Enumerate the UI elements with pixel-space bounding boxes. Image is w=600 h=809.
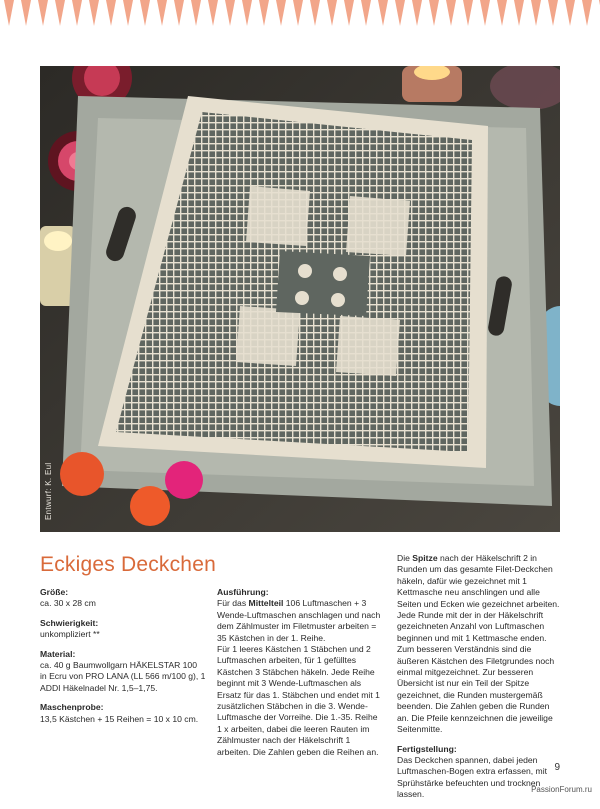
pennant bbox=[378, 0, 388, 26]
difficulty-value: unkompliziert ** bbox=[40, 629, 100, 640]
pennant bbox=[123, 0, 133, 26]
pennant bbox=[208, 0, 218, 26]
pennant bbox=[225, 0, 235, 26]
instructions-pre: Für das bbox=[217, 598, 247, 609]
edging-bold: Spitze bbox=[412, 553, 438, 563]
gauge-label: Maschenprobe: bbox=[40, 702, 104, 713]
pennant bbox=[259, 0, 269, 26]
size-value: ca. 30 x 28 cm bbox=[40, 598, 96, 609]
material-value: ca. 40 g Baumwollgarn HÄKELSTAR 100 in Ecru von PRO LANA (LL 566 m/100 g), 1 ADDI Häkelnadel Nr. 1,5–1,75. bbox=[40, 660, 206, 693]
column-1 bbox=[40, 587, 206, 733]
edging-pre: Die bbox=[397, 553, 410, 563]
finishing-value: Das Deckchen spannen, dabei jeden Luftmaschen-Bogen extra erfassen, mit Sprühstärke befeuchten und trocknen lassen. bbox=[397, 754, 547, 800]
size-block bbox=[40, 587, 206, 610]
pennant bbox=[548, 0, 558, 26]
instructions-label: Ausführung: bbox=[217, 587, 269, 597]
page-number: 9 bbox=[554, 762, 560, 773]
pennant bbox=[429, 0, 439, 26]
photo-credit: Entwurf: K. Eul bbox=[44, 462, 53, 520]
pennant bbox=[174, 0, 184, 26]
ornament-2 bbox=[130, 486, 170, 526]
pennant-pattern bbox=[0, 0, 600, 30]
pennant bbox=[89, 0, 99, 26]
instructions-block bbox=[217, 587, 383, 758]
site-watermark: PassionForum.ru bbox=[531, 785, 592, 794]
pennant bbox=[38, 0, 48, 26]
pennant bbox=[191, 0, 201, 26]
pennant bbox=[4, 0, 14, 26]
article-title: Eckiges Deckchen bbox=[40, 553, 216, 576]
instructions-bold: Mittelteil bbox=[248, 598, 284, 609]
pennant bbox=[293, 0, 303, 26]
pennant bbox=[242, 0, 252, 26]
ornament-1 bbox=[60, 452, 104, 496]
size-label: Größe: bbox=[40, 587, 69, 597]
instructions-paragraph-2: Für 1 leeres Kästchen 1 Stäbchen und 2 Luftmaschen arbeiten, für 1 gefülltes Kästchen 3 Stäbchen häkeln. Jede Reihe beginnt mit 3 Wende-Luftmaschen als Ersatz für das 1. Stäbchen und endet mit 1 zusätzlichen Stäbchen in die 3. Wende-Luftmasche der Vorreihe. Die 1.-35. Reihe 1 x arbeiten, dabei die leeren Rauten im Zählmuster nach der Häkelschrift 1 arbeiten. Die Zahlen geben die Reihen an. bbox=[217, 644, 380, 757]
pennant bbox=[106, 0, 116, 26]
pennant bbox=[21, 0, 31, 26]
pennant bbox=[157, 0, 167, 26]
ornament-3 bbox=[165, 461, 203, 499]
pennant bbox=[310, 0, 320, 26]
pennant bbox=[72, 0, 82, 26]
pennant bbox=[344, 0, 354, 26]
material-label: Material: bbox=[40, 648, 76, 659]
column-2 bbox=[217, 587, 383, 766]
pennant bbox=[276, 0, 286, 26]
finishing-label: Fertigstellung: bbox=[397, 743, 457, 754]
difficulty-block bbox=[40, 618, 206, 641]
cover-photo bbox=[40, 66, 560, 532]
pennant bbox=[55, 0, 65, 26]
pennant bbox=[497, 0, 507, 26]
pennant bbox=[327, 0, 337, 26]
doily-photo-illustration bbox=[40, 66, 560, 532]
instructions-rest: 106 Luftmaschen + 3 Wende-Luftmaschen anschlagen und nach dem Zählmuster im Filetmuster arbeiten = 35 Kästchen in der 1. Reihe. bbox=[217, 598, 381, 643]
pennant bbox=[140, 0, 150, 26]
edging-rest: nach der Häkelschrift 2 in Runden um das gesamte Filet-Deckchen häkeln, dafür wie gezeichnet mit 1 Kettmasche neu anschlingen und alle Seiten und Ecken wie gezeichnet arbeiten. Jede Runde mit der in der Häkelschrift gezeichneten Anzahl von Luftmaschen beginnen und mit 1 Kettmasche enden. Zum besseren Verständnis sind die äußeren Kästchen des Filetgrundes noch einmal mitgezeichnet. Zur besseren Übersicht ist nur ein Teil der Spitze gezeichnet, die Runden mustergemäß beenden. Die Zahlen geben die Runden an. Die Pfeile kennzeichnen die jeweilige Seitenmitte. bbox=[397, 553, 560, 735]
pennant-border bbox=[0, 0, 600, 30]
column-3 bbox=[397, 553, 561, 809]
material-block bbox=[40, 649, 206, 695]
pennant bbox=[531, 0, 541, 26]
pennant bbox=[480, 0, 490, 26]
edging-block bbox=[397, 553, 561, 736]
pennant bbox=[463, 0, 473, 26]
pennant bbox=[446, 0, 456, 26]
gauge-block bbox=[40, 702, 206, 725]
pennant bbox=[565, 0, 575, 26]
pennant bbox=[582, 0, 592, 26]
pennant bbox=[514, 0, 524, 26]
pennant bbox=[412, 0, 422, 26]
gauge-value: 13,5 Kästchen + 15 Reihen = 10 x 10 cm. bbox=[40, 713, 199, 724]
difficulty-label: Schwierigkeit: bbox=[40, 617, 99, 628]
pennant bbox=[361, 0, 371, 26]
pennant bbox=[395, 0, 405, 26]
